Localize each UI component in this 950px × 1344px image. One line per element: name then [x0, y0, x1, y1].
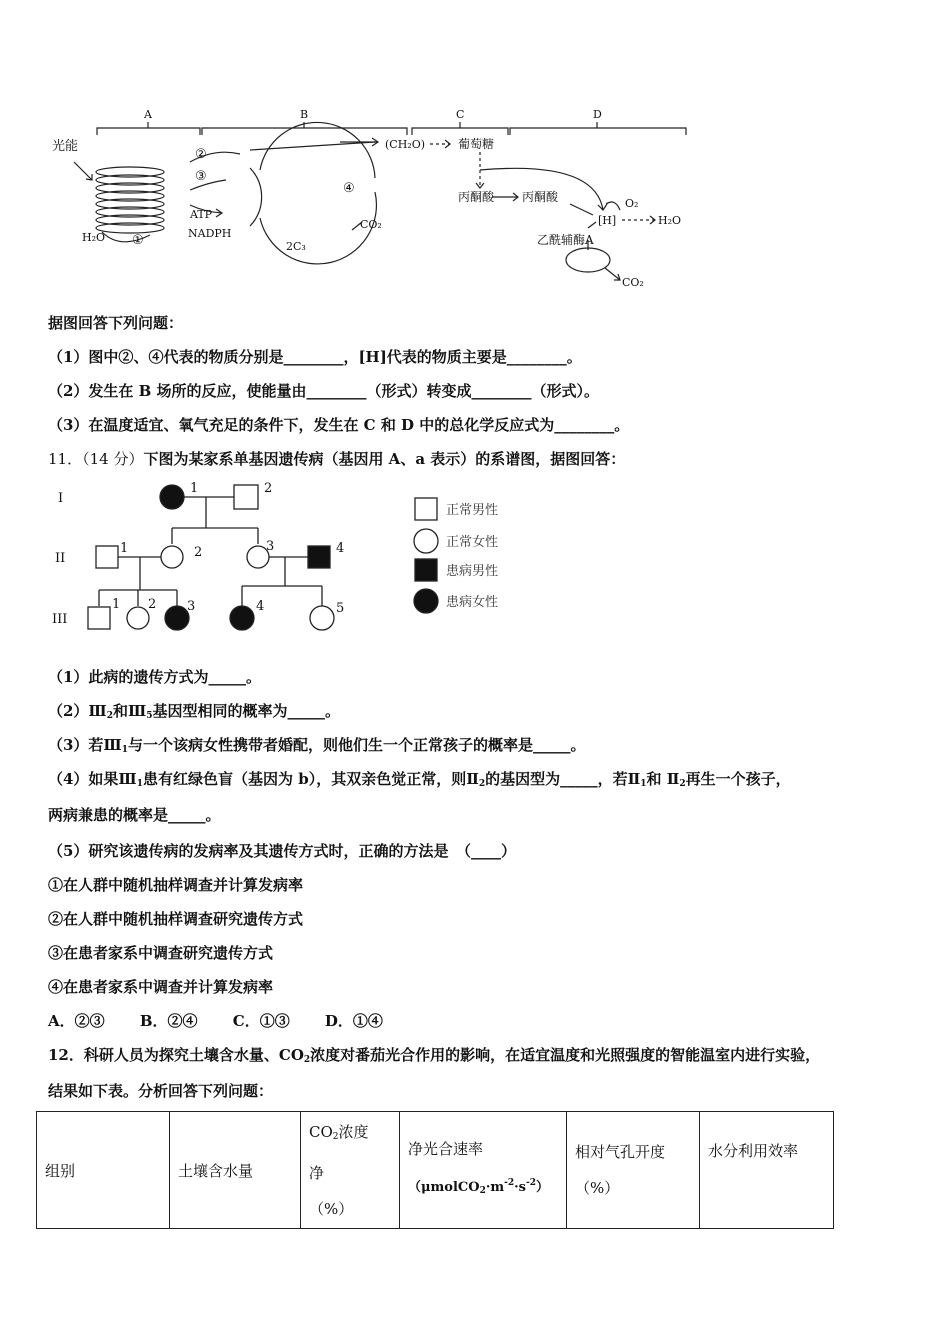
label-4: ④	[343, 181, 355, 196]
label-1: ①	[132, 233, 144, 248]
q11-option-1: ①在人群中随机抽样调查并计算发病率	[48, 876, 304, 894]
label-2: ②	[195, 147, 207, 162]
co2-out-label: CO₂	[622, 276, 644, 289]
col-net-photosynthesis: 净光合速率 $(\mu molCO_2\cdot m^{-2}\cdot s^{-2})$	[400, 1112, 567, 1229]
c3-label: 2C₃	[286, 240, 306, 253]
h2o-out-label: H₂O	[658, 214, 682, 227]
q10-question-3: （3）在温度适宜、氧气充足的条件下，发生在 C 和 D 中的总化学反应式为________。	[48, 416, 630, 434]
atp-label: ATP	[190, 208, 213, 221]
col-stomatal-opening: 相对气孔开度 （%）	[567, 1112, 700, 1229]
id-iii4: 4	[256, 599, 265, 614]
id-iii3: 3	[187, 599, 196, 614]
q10-question-1: （1）图中②、④代表的物质分别是________，[H]代表的物质主要是________。	[48, 348, 582, 366]
q11-choices: A．②③ B．②④ C．①③ D．①④	[48, 1012, 383, 1030]
metabolism-diagram	[40, 100, 700, 295]
col-soil-water: 土壤含水量	[170, 1112, 301, 1229]
id-iii1: 1	[112, 597, 121, 612]
legend-affected-male: 患病男性	[446, 564, 499, 579]
gen-iii: III	[52, 612, 68, 627]
pedigree-legend	[410, 495, 540, 620]
id-iii2: 2	[148, 597, 157, 612]
col-co2: $CO_2$浓度 净 （%）	[301, 1112, 400, 1229]
q11-question-4: （4）如果$Ⅲ_1$患有红绿色盲（基因为 b），其双亲色觉正常，则$Ⅱ_2$的基因型为_____，若$Ⅱ_1$和 $Ⅱ_2$再生一个孩子，	[48, 770, 791, 789]
bracket-a: A	[144, 108, 152, 121]
q11-stem: 下图为某家系单基因遗传病（基因用 A、a 表示）的系谱图，据图回答：	[143, 450, 626, 468]
q12-stem-line-1: 12．科研人员为探究土壤含水量、$CO_2$浓度对番茄光合作用的影响，在适宜温度和光照强度的智能温室内进行实验，	[48, 1046, 821, 1065]
q11-question-4-cont: 两病兼患的概率是_____。	[48, 806, 221, 824]
experiment-table	[36, 1111, 834, 1229]
glucose-label: 葡萄糖	[458, 137, 495, 151]
q11-option-3: ③在患者家系中调查研究遗传方式	[48, 944, 274, 962]
h-label: [H]	[598, 214, 617, 227]
id-i1: 1	[190, 481, 199, 496]
co2-in-label: CO₂	[360, 218, 382, 231]
gen-ii: II	[55, 551, 66, 566]
q11-question-5: （5）研究该遗传病的发病率及其遗传方式时，正确的方法是 （____）	[48, 842, 516, 860]
pyruvate-label-2: 丙酮酸	[522, 190, 559, 204]
q11-question-3: （3）若$Ⅲ_1$与一个该病女性携带者婚配，则他们生一个正常孩子的概率是_____。	[48, 736, 586, 755]
id-iii5: 5	[336, 601, 345, 616]
id-ii1: 1	[120, 541, 129, 556]
bracket-d: D	[593, 108, 602, 121]
q11-score: （14 分）	[82, 450, 144, 468]
q11-number: 11．	[48, 450, 83, 468]
ch2o-label: (CH₂O)	[385, 138, 426, 151]
legend-normal-female: 正常女性	[446, 535, 499, 550]
q11-stem-line	[48, 448, 625, 469]
legend-affected-female: 患病女性	[446, 595, 499, 610]
id-ii3: 3	[266, 539, 275, 554]
light-label: 光能	[52, 139, 79, 154]
table-header-row	[37, 1112, 834, 1229]
bracket-c: C	[456, 108, 465, 121]
o2-label: O₂	[625, 197, 639, 210]
q11-option-4: ④在患者家系中调查并计算发病率	[48, 978, 274, 996]
h2o-label: H₂O	[82, 231, 106, 244]
pedigree-chart	[40, 478, 370, 638]
q11-question-2: $(2)Ⅲ_2$和$Ⅲ_5$基因型相同的概率为_____。	[48, 702, 341, 721]
acetyl-coa-label: 乙酰辅酶A	[537, 233, 594, 247]
pyruvate-label-1: 丙酮酸	[458, 190, 495, 204]
id-ii2: 2	[194, 545, 203, 560]
col-water-efficiency: 水分利用效率	[700, 1112, 834, 1229]
nadph-label: NADPH	[188, 227, 232, 240]
q11-option-2: ②在人群中随机抽样调查研究遗传方式	[48, 910, 304, 928]
col-group: 组别	[37, 1112, 170, 1229]
label-3: ③	[195, 169, 207, 184]
q10-question-2: （2）发生在 B 场所的反应，使能量由________（形式）转变成________（形式）。	[48, 382, 600, 400]
bracket-b: B	[300, 108, 309, 121]
id-i2: 2	[264, 481, 273, 496]
id-ii4: 4	[336, 541, 345, 556]
q11-question-1: （1）此病的遗传方式为_____。	[48, 668, 261, 686]
q10-intro: 据图回答下列问题：	[48, 314, 184, 332]
q12-stem-line-2: 结果如下表。分析回答下列问题：	[48, 1082, 274, 1100]
legend-normal-male: 正常男性	[446, 503, 499, 518]
gen-i: I	[58, 491, 64, 506]
